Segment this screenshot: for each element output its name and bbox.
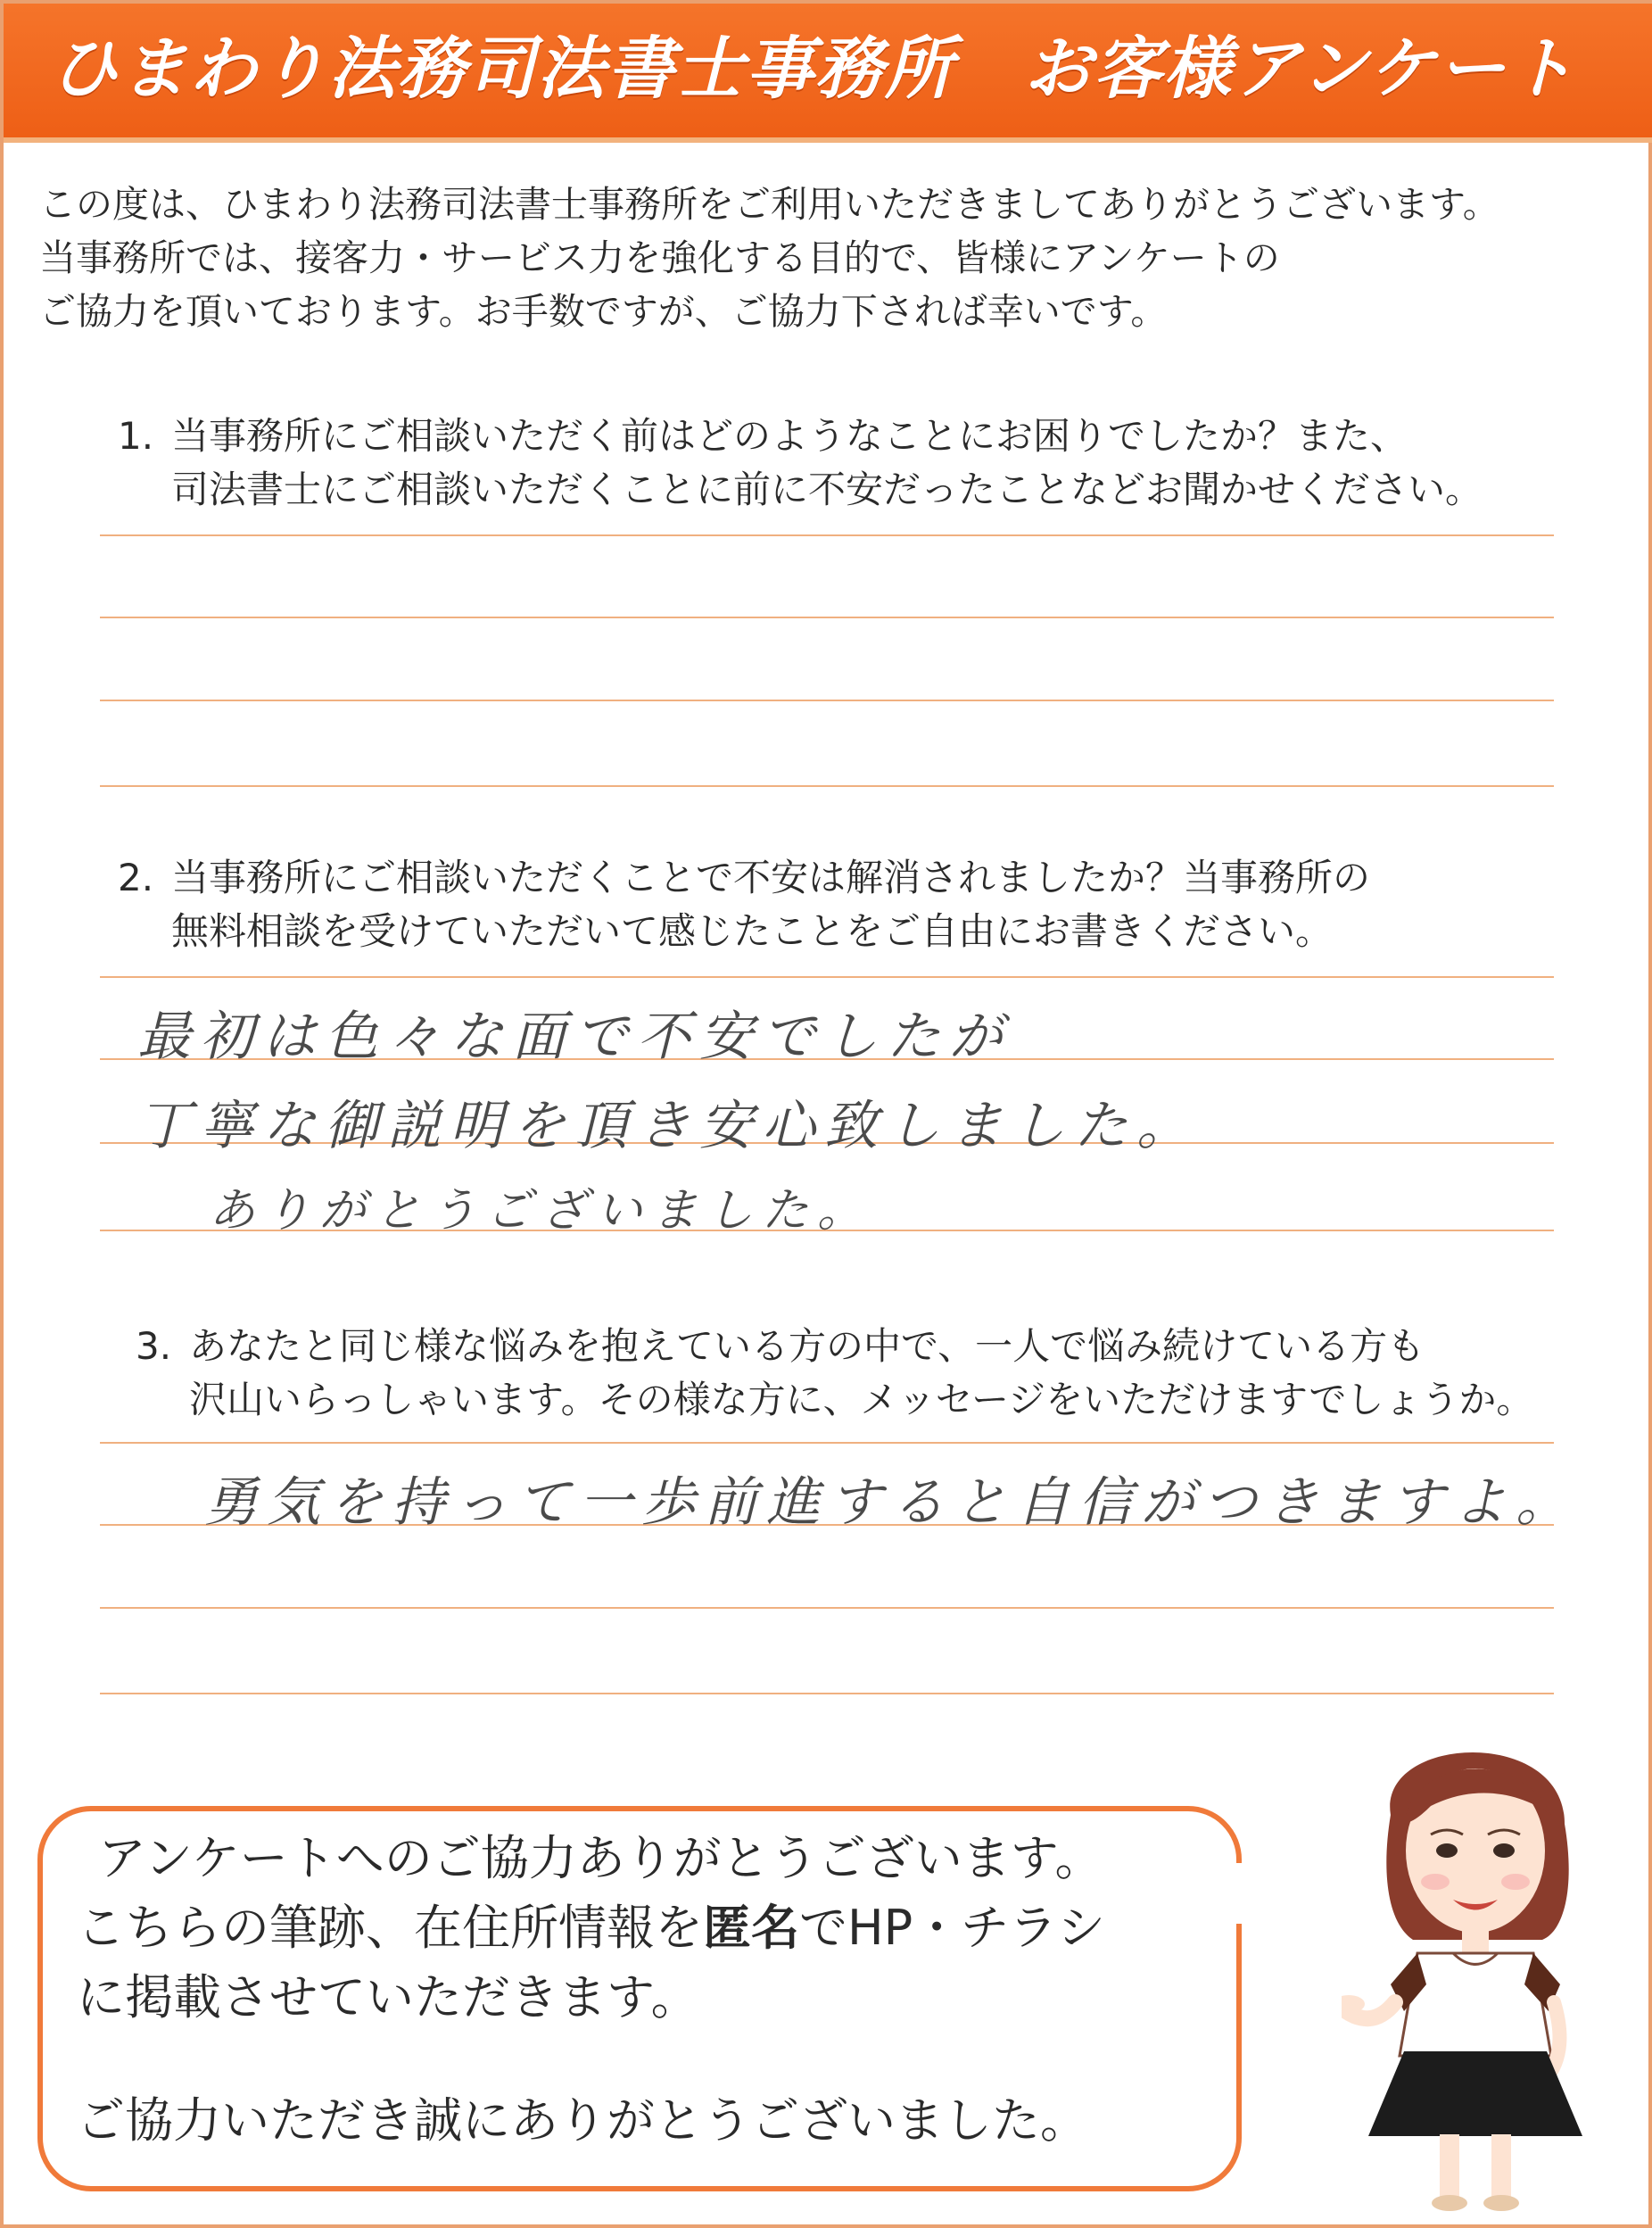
bubble-line: に掲載させていただきます。	[77, 1969, 699, 2025]
question-text: 当事務所にご相談いただく前はどのようなことにお困りでしたか？また、	[171, 414, 1408, 458]
answer-line	[100, 534, 1554, 536]
handwritten-answer: 最初は色々な面で不安でしたが	[137, 1006, 1012, 1068]
handwritten-answer: 勇気を持って一歩前進すると自信がつきますよ。	[204, 1471, 1578, 1534]
question-3	[136, 1320, 1533, 1427]
answer-line	[100, 700, 1554, 701]
bubble-text-part: こちらの筆跡、在住所情報を	[77, 1900, 703, 1956]
intro-line: この度は、ひまわり法務司法書士事務所をご利用いただきましてありがとうございます。	[39, 183, 1499, 226]
answer-line	[100, 976, 1554, 978]
staff-woman-illustration-icon	[1342, 1717, 1609, 2216]
bubble-tail-mask	[1226, 1858, 1252, 1938]
intro-text	[39, 178, 1636, 338]
bubble-text-bold: 匿名	[703, 1900, 799, 1956]
bubble-line	[77, 1893, 1210, 1963]
answer-line	[100, 785, 1554, 787]
answer-line	[100, 1442, 1554, 1444]
intro-line: 当事務所では、接客力・サービス力を強化する目的で、皆様にアンケートの	[39, 236, 1280, 279]
question-number: 3.	[136, 1324, 172, 1368]
page-title: ひまわり法務司法書士事務所 お客様アンケート	[50, 29, 1577, 108]
question-text: 沢山いらっしゃいます。その様な方に、メッセージをいただけますでしょうか。	[189, 1378, 1534, 1421]
answer-line	[100, 1607, 1554, 1609]
bubble-line: アンケートへのご協力ありがとうございます。	[98, 1830, 1103, 1886]
question-2	[118, 851, 1370, 958]
question-number: 2.	[118, 856, 154, 899]
question-1	[118, 410, 1483, 517]
bubble-line: ご協力いただき誠にありがとうございました。	[77, 2092, 1088, 2149]
question-text: 当事務所にご相談いただくことで不安は解消されましたか？当事務所の	[171, 856, 1371, 899]
header-banner	[4, 4, 1652, 143]
handwritten-answer: ありがとうございました。	[209, 1184, 873, 1238]
question-text: 司法書士にご相談いただくことに前に不安だったことなどお聞かせください。	[171, 468, 1483, 511]
answer-line	[100, 617, 1554, 618]
question-text: あなたと同じ様な悩みを抱えている方の中で、一人で悩み続けている方も	[189, 1324, 1425, 1368]
bubble-message	[77, 1824, 1210, 2156]
question-text: 無料相談を受けていただいて感じたことをご自由にお書きください。	[171, 909, 1334, 953]
handwritten-answer: 丁寧な御説明を頂き安心致しました。	[137, 1095, 1199, 1157]
intro-line: ご協力を頂いております。お手数ですが、ご協力下されば幸いです。	[39, 290, 1168, 333]
answer-line	[100, 1693, 1554, 1694]
bubble-text-part: でHP・チラシ	[799, 1900, 1106, 1956]
question-number: 1.	[118, 414, 154, 458]
